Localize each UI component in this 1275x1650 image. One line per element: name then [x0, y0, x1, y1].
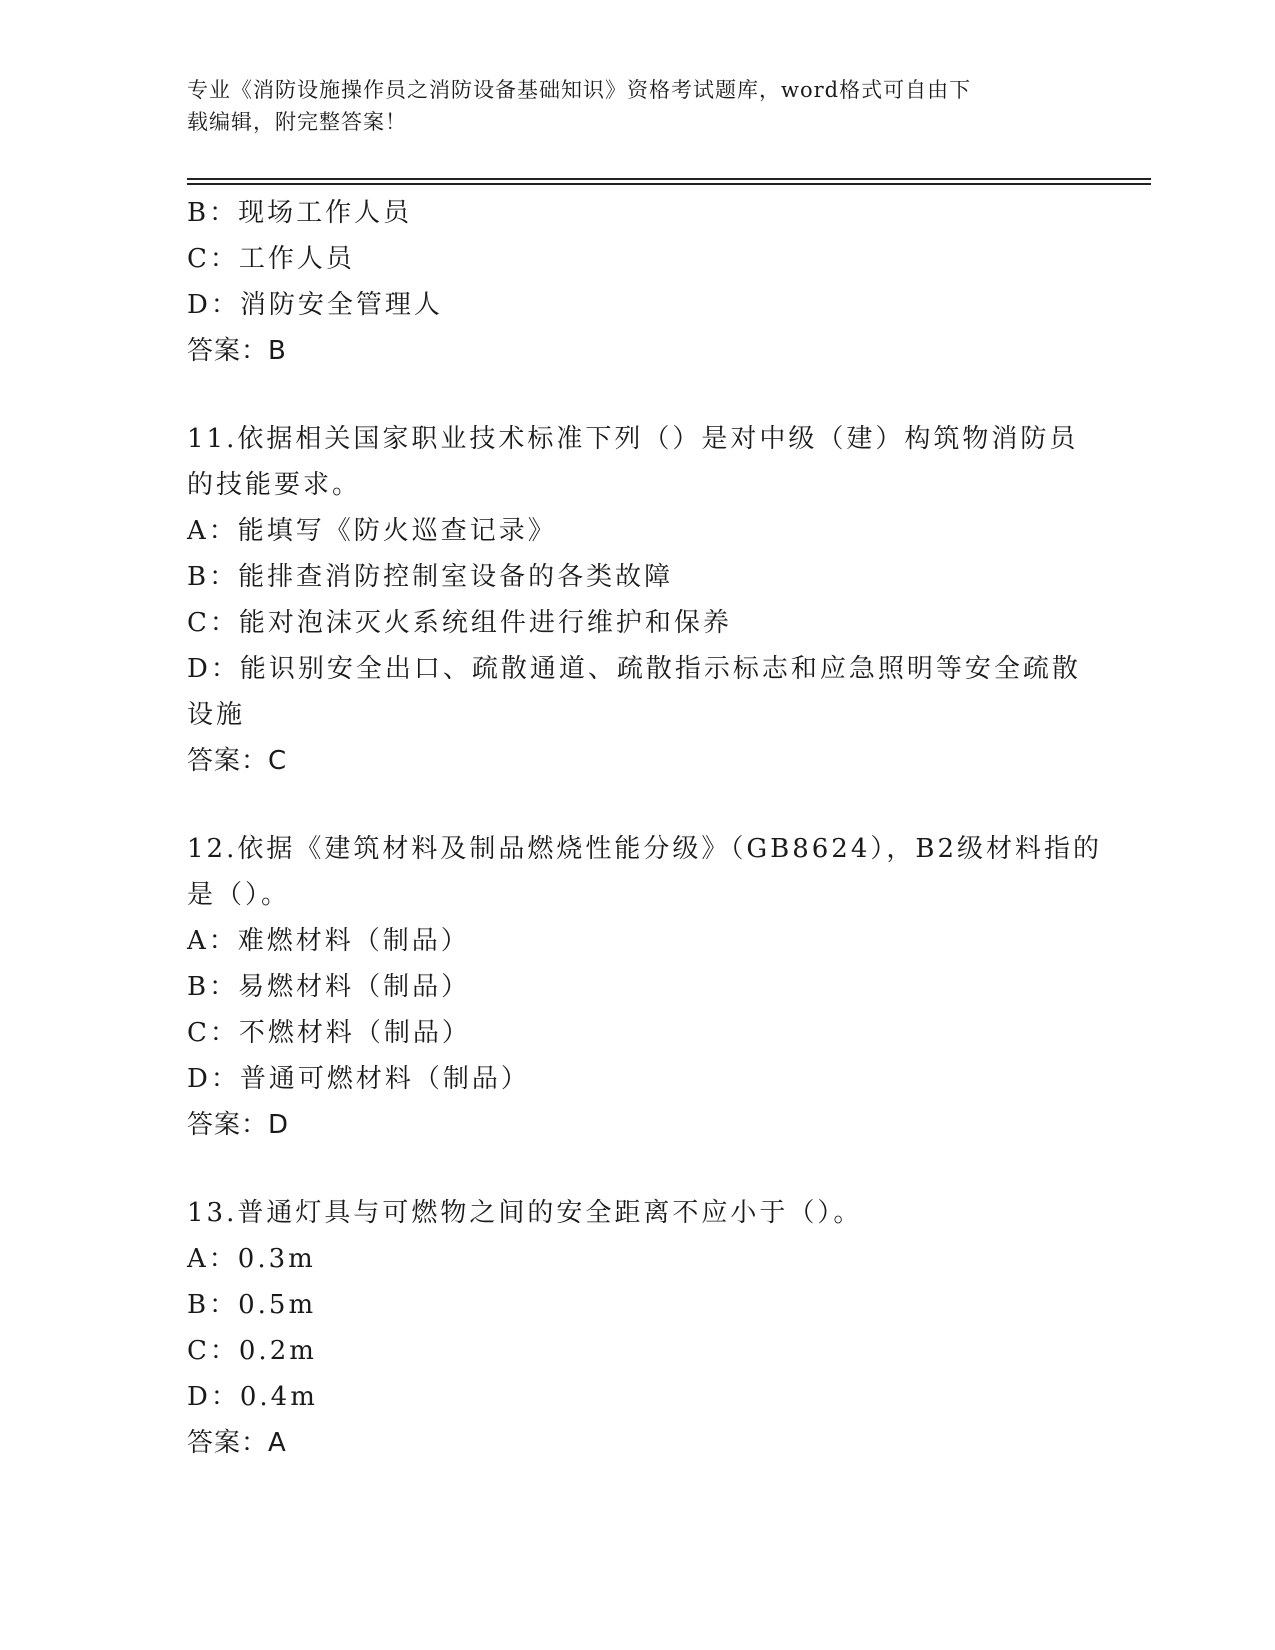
question-stem: 13.普通灯具与可燃物之间的安全距离不应小于（）。: [187, 1198, 863, 1228]
option-c: C：工作人员: [187, 244, 355, 274]
spacer: [187, 374, 1087, 416]
answer-label: 答案：A: [187, 1428, 287, 1458]
header-divider-bottom: [187, 183, 1151, 185]
option-d: D：能识别安全出口、疏散通道、疏散指示标志和应急照明等安全疏散: [187, 654, 1081, 684]
question-stem: 是（）。: [187, 880, 291, 910]
question-stem: 的技能要求。: [187, 470, 362, 500]
question-10-continuation: [187, 190, 1087, 374]
option-d-continuation: 设施: [187, 700, 246, 730]
option-c: C：能对泡沫灭火系统组件进行维护和保养: [187, 608, 732, 638]
spacer: [187, 784, 1087, 826]
option-b: B：0.5m: [187, 1290, 317, 1320]
option-b: B：现场工作人员: [187, 198, 413, 228]
question-12: [187, 826, 1103, 1148]
option-a: A：难燃材料（制品）: [187, 926, 470, 956]
option-b: B：易燃材料（制品）: [187, 972, 471, 1002]
option-c: C：0.2m: [187, 1336, 317, 1366]
question-stem: 12.依据《建筑材料及制品燃烧性能分级》（GB8624），B2级材料指的: [187, 834, 1103, 864]
option-a: A：能填写《防火巡查记录》: [187, 516, 557, 546]
answer-label: 答案：C: [187, 746, 288, 776]
answer-label: 答案：D: [187, 1110, 290, 1140]
answer-label: 答案：B: [187, 336, 287, 366]
document-header: [187, 74, 1067, 138]
header-line-2: 载编辑，附完整答案！: [187, 110, 407, 134]
option-b: B：能排查消防控制室设备的各类故障: [187, 562, 674, 592]
option-d: D：消防安全管理人: [187, 290, 443, 320]
header-divider-top: [187, 178, 1151, 180]
question-list: [187, 190, 1103, 1466]
question-stem: 11.依据相关国家职业技术标准下列（）是对中级（建）构筑物消防员: [187, 424, 1079, 454]
option-d: D：普通可燃材料（制品）: [187, 1064, 530, 1094]
spacer: [187, 1148, 1087, 1190]
option-a: A：0.3m: [187, 1244, 316, 1274]
header-line-1: 专业《消防设施操作员之消防设备基础知识》资格考试题库，word格式可自由下: [187, 78, 972, 102]
option-d: D：0.4m: [187, 1382, 318, 1412]
question-11: [187, 416, 1087, 784]
question-13: [187, 1190, 1087, 1466]
option-c: C：不燃材料（制品）: [187, 1018, 471, 1048]
